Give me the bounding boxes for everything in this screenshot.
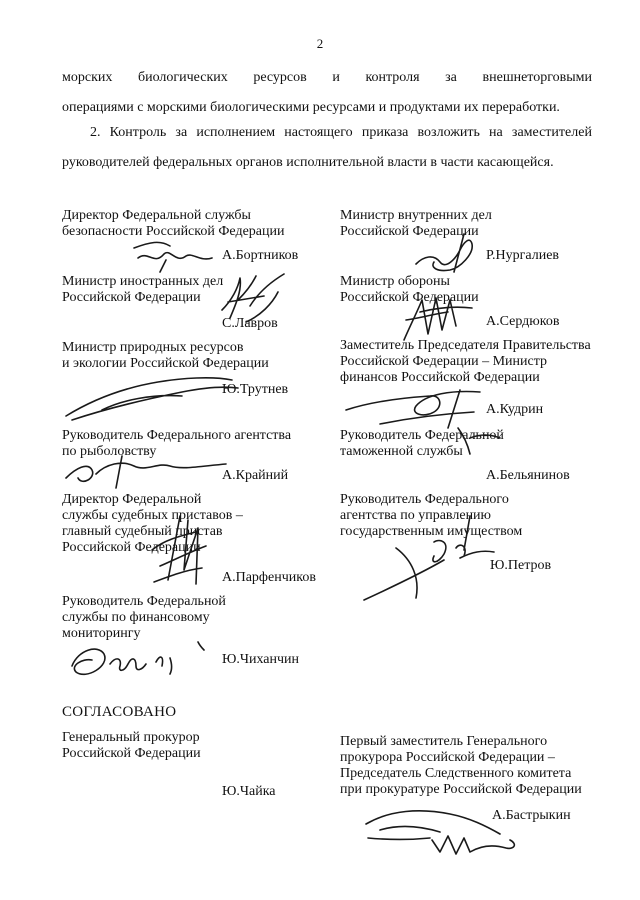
title-line: Первый заместитель Генерального [340,734,548,749]
title-line: главный судебный пристав [62,524,223,539]
signatory-name: А.Парфенчиков [222,570,316,585]
word: Контроль [109,125,167,140]
title-line: Российской Федерации [62,540,201,555]
title-line: и экологии Российской Федерации [62,356,269,371]
title-line: Руководитель Федеральной [340,428,504,443]
title-line: Руководитель Федерального [340,492,509,507]
word: за [445,70,457,85]
title-line: службы судебных приставов – [62,508,243,523]
title-line: Российской Федерации [340,290,479,305]
title-line: Российской Федерации [340,224,479,239]
title-line: Российской Федерации [62,746,201,761]
signatory-title [62,594,226,642]
title-line: Председатель Следственного комитета [340,766,572,781]
title-line: мониторингу [62,626,141,641]
paragraph-2-line-2: руководителей федеральных органов исполнительной власти в части касающейся. [62,155,554,170]
word: исполнением [196,125,276,140]
paragraph-2 [62,121,592,174]
title-line: финансов Российской Федерации [340,370,540,385]
agreed-title [340,734,582,798]
paragraph-2-line-1 [62,121,592,144]
signature-belyaninov [450,424,510,458]
signatory-name: А.Бортников [222,248,299,263]
signatory-name: А.Сердюков [486,314,560,329]
agreed-title [62,730,201,762]
signature-parfenchikov [140,510,250,594]
word: возложить [417,125,480,140]
title-line: службы по финансовому [62,610,210,625]
word: морских [62,70,113,85]
title-line: Министр иностранных дел [62,274,224,289]
signature-petrov [360,508,510,608]
signature-serdyukov [400,290,480,346]
title-line: Российской Федерации – Министр [340,354,548,369]
signatory-title [62,340,269,372]
title-line: Директор Федеральной [62,492,202,507]
signatory-name: Ю.Петров [490,558,552,573]
paragraph-1 [62,66,592,119]
title-line: Российской Федерации [62,290,201,305]
signature-trutnev [62,370,242,426]
title-line: при прокуратуре Российской Федерации [340,782,582,797]
signatory-name: А.Кудрин [486,402,544,417]
word: настоящего [284,125,353,140]
title-line: Генеральный прокурор [62,730,200,745]
word: контроля [365,70,420,85]
word: заместителей [511,125,592,140]
signature-krainiy [62,448,232,492]
word: ресурсов [253,70,307,85]
word: и [332,70,340,85]
signatory-name: А.Бельянинов [486,468,570,483]
signatory-name: С.Лавров [222,316,278,331]
signature-lavrov [216,270,306,330]
signature-bastrykin [360,800,530,860]
signature-chikhanchin [62,636,222,686]
agreed-name: А.Бастрыкин [492,808,571,823]
paragraph-1-line-1 [62,66,592,89]
word: 2. [90,125,101,140]
word: на [489,125,503,140]
word: внешнеторговыми [482,70,592,85]
title-line: прокурора Российской Федерации – [340,750,555,765]
word: биологических [137,70,228,85]
signatory-name: А.Крайний [222,468,289,483]
signatory-name: Ю.Чиханчин [222,652,300,667]
title-line: Руководитель Федеральной [62,594,226,609]
title-line: Руководитель Федерального агентства [62,428,292,443]
signatory-title [62,274,223,306]
word: приказа [361,125,409,140]
title-line: агентства по управлению [340,508,492,523]
page-number: 2 [316,36,324,51]
title-line: Директор Федеральной службы [62,208,251,223]
agreed-heading: СОГЛАСОВАНО [62,704,177,720]
title-line: Министр внутренних дел [340,208,492,223]
signatory-name: Ю.Трутнев [222,382,289,397]
word: за [175,125,188,140]
signatory-name: Р.Нургалиев [486,248,560,263]
title-line: государственным имуществом [340,524,523,539]
signature-bortnikov [130,236,220,276]
title-line: Заместитель Председателя Правительства [340,338,591,353]
title-line: таможенной службы [340,444,463,459]
signature-nurgaliev [410,228,490,278]
agreed-name: Ю.Чайка [222,784,276,799]
title-line: Министр обороны [340,274,450,289]
title-line: безопасности Российской Федерации [62,224,285,239]
title-line: по рыболовству [62,444,157,459]
paragraph-1-line-2: операциями с морскими биологическими ресурсами и продуктами их переработки. [62,100,560,115]
title-line: Министр природных ресурсов [62,340,244,355]
